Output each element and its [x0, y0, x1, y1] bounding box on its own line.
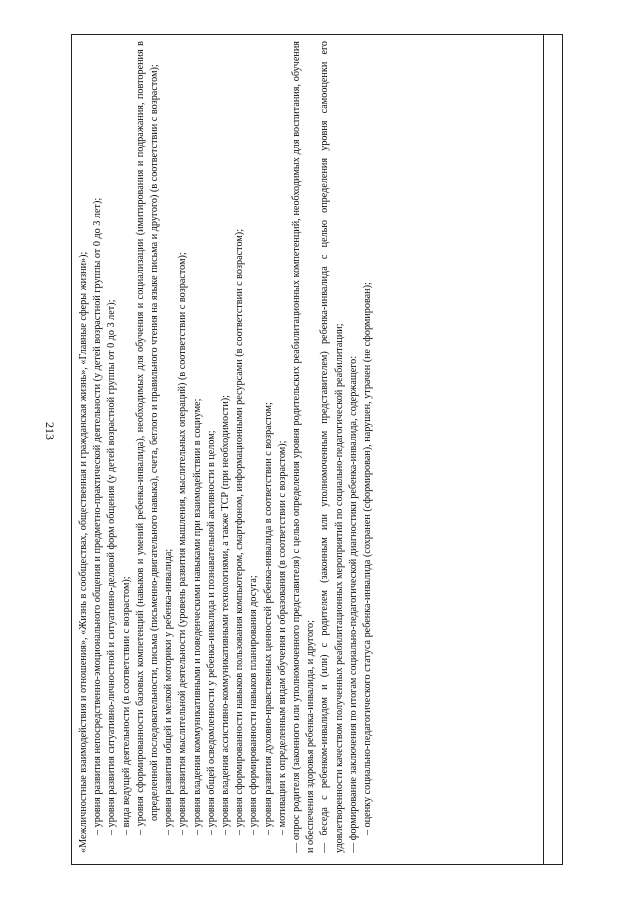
- list-item: – вида ведущей деятельности (в соответствии с возрастом);: [120, 576, 132, 835]
- list-item: – уровня развития общей и мелкой моторики у ребенка-инвалида;: [163, 548, 175, 835]
- paragraph: «Межличностные взаимодействия и отношения», «Жизнь в сообществах, общественная и гражданская жизнь», «Главные сферы жизни»);: [78, 251, 89, 853]
- paragraph: — опрос родителя (законного или уполномоченного представителя) с целью определения уровня родительских реабилитационных компетенций, необходимых для воспитания, обучения и обеспечения здоровья ребенка-инвалида, и другого;: [291, 41, 317, 853]
- paragraph: — беседа с ребенком-инвалидом и (или) с родителем (законным или уполномоченным представителем) ребенка-инвалида с целью определения уровня самооценки его удовлетворенности качеством полученных реабилитационных мероприятий по социально-педагогической реабилитации;: [319, 41, 345, 853]
- list-item: – уровня развития мыслительной деятельности (уровень развития мышления, мыслительных операций) (в соответствии с возрастом);: [177, 252, 189, 835]
- list-item: – уровня развития непосредственно-эмоционального общения и предметно-практической деятельности (у детей возрастной группы от 0 до 3 лет);: [92, 197, 104, 835]
- table-column-divider: [543, 34, 544, 865]
- list-item: – уровня общей осведомленности у ребенка-инвалида и познавательной активности в целом;: [205, 430, 217, 835]
- list-item: – оценку социально-педагогического статуса ребенка-инвалида (сохранен (сформирован), нарушен, утрачен (не сформирован);: [362, 282, 374, 835]
- list-item: – мотивации к определенным видам обучения и образования (в соответствии с возрастом);: [276, 440, 288, 835]
- list-item: – уровня развития духовно-нравственных ценностей ребенка-инвалида в соответствии с возрастом;: [262, 402, 274, 835]
- list-item: – уровня сформированности базовых компетенций (навыков и умений ребенка-инвалида), необходимых для обучения и социализации (имитирования и подражания, повторения в определенной последовательности, письма (письменно-двигательного навыка), счета, беглого и правильного чтения на языке письма и другого) (в соответствии с возрастом);: [134, 41, 161, 835]
- paragraph: — формирование заключения по итогам социально-педагогической диагностики ребенка-инвалида, содержащего:: [347, 355, 359, 853]
- list-item: – уровня владения ассистивно-коммуникативными технологиями, а также ТСР (при необходимости);: [220, 395, 232, 835]
- list-item: – уровня владения коммуникативными и поведенческими навыками при взаимодействии в социуме;: [191, 398, 203, 835]
- page-number: 213: [43, 422, 57, 440]
- document-text-cell: [77, 41, 538, 853]
- list-item: – уровня сформированности навыков планирования досуга;: [248, 575, 260, 835]
- rotated-text-block: [77, 41, 538, 853]
- list-item: – уровня сформированности навыков пользования компьютером, смартфоном, информационными ресурсами (в соответствии с возрастом);: [234, 228, 246, 835]
- list-item: – уровня развития ситуативно-личностной и ситуативно-деловой форм общения (у детей возрастной группы от 0 до 3 лет);: [106, 299, 118, 835]
